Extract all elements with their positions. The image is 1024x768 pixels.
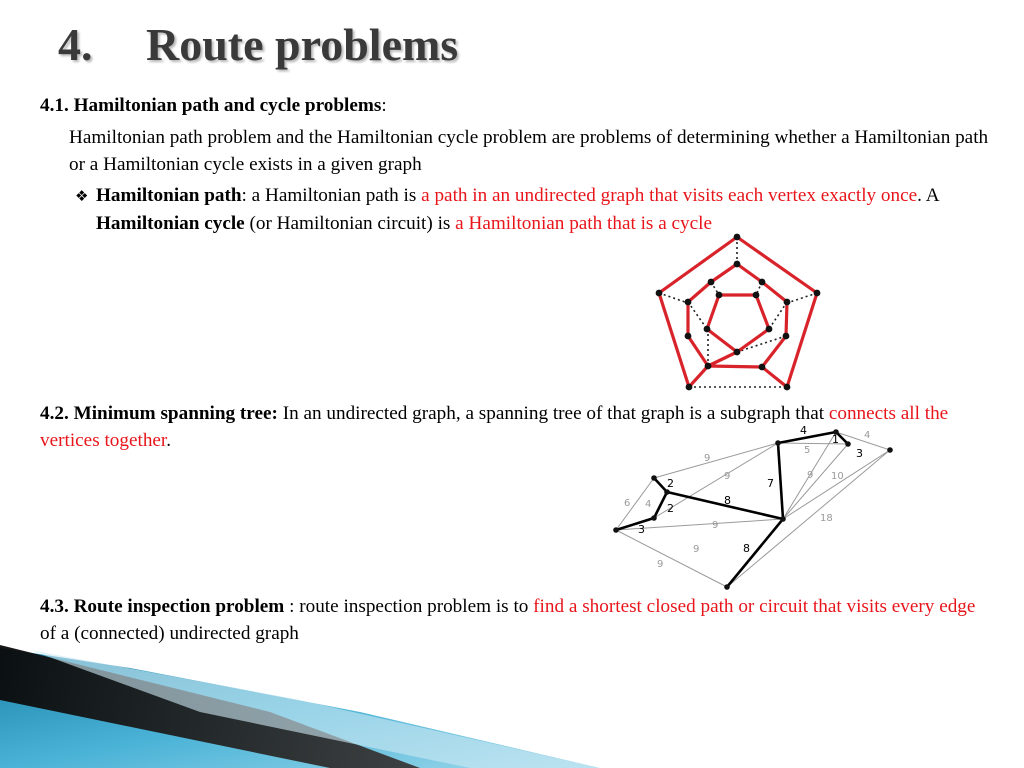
svg-text:2: 2	[667, 502, 674, 515]
svg-text:7: 7	[767, 477, 774, 490]
dodecahedron-graph	[656, 234, 821, 391]
svg-text:4: 4	[645, 499, 652, 510]
section-4-2-heading: 4.2. Minimum spanning tree:	[40, 403, 278, 424]
svg-text:3: 3	[856, 447, 863, 460]
svg-text:4: 4	[800, 424, 807, 437]
term-hamiltonian-cycle: Hamiltonian cycle	[96, 213, 245, 234]
section-4-1-body: Hamiltonian path problem and the Hamiltonian cycle problem are problems of determining whether a Hamiltonian path or a Hamiltonian cycle exists in a given graph	[69, 127, 989, 175]
svg-text:9: 9	[657, 559, 664, 570]
svg-text:4: 4	[864, 430, 871, 441]
title-number: 4.	[58, 19, 93, 70]
svg-text:10: 10	[831, 471, 844, 482]
section-4-1-heading: 4.1. Hamiltonian path and cycle problems:	[40, 95, 387, 116]
svg-text:1: 1	[832, 433, 839, 446]
svg-text:8: 8	[724, 494, 731, 507]
graph-cycle-edges	[659, 237, 817, 387]
section-4-3-highlight: find a shortest closed path or circuit that visits every edge	[533, 596, 976, 617]
svg-text:9: 9	[724, 471, 731, 482]
svg-text:8: 8	[743, 542, 750, 555]
svg-text:3: 3	[638, 523, 645, 536]
section-4-3-heading: 4.3. Route inspection problem	[40, 596, 285, 617]
svg-text:18: 18	[820, 513, 833, 524]
section-4-2-highlight: connects all the vertices together	[40, 403, 949, 451]
definition-hamiltonian-cycle: a Hamiltonian path that is a cycle	[455, 213, 712, 234]
svg-text:9: 9	[693, 544, 700, 555]
mst-graph	[613, 424, 893, 590]
section-4-2-paragraph: 4.2. Minimum spanning tree: In an undirected graph, a spanning tree of that graph is a subgraph that connects all the vertices together.	[40, 403, 949, 451]
section-4-3-paragraph: 4.3. Route inspection problem : route inspection problem is to find a shortest closed path or circuit that visits every edge of a (connected) undirected graph	[40, 596, 976, 644]
svg-text:9: 9	[807, 470, 814, 481]
title-text: Route problems	[146, 19, 459, 70]
svg-text:6: 6	[624, 498, 631, 509]
definition-hamiltonian-path: a path in an undirected graph that visits each vertex exactly once	[421, 185, 918, 206]
svg-text:5: 5	[804, 445, 811, 456]
svg-text:9: 9	[712, 520, 719, 531]
svg-text:2: 2	[667, 477, 674, 490]
term-hamiltonian-path: Hamiltonian path	[96, 185, 242, 206]
decorative-wedge	[0, 645, 600, 768]
hamiltonian-bullet: ❖ Hamiltonian path: a Hamiltonian path is a path in an undirected graph that visits each vertex exactly once. A Hamiltonian cycle (or Hamiltonian circuit) is a Hamiltonian path that is a cycle	[75, 185, 939, 234]
svg-text:9: 9	[704, 453, 711, 464]
diamond-bullet-icon: ❖	[75, 187, 89, 205]
